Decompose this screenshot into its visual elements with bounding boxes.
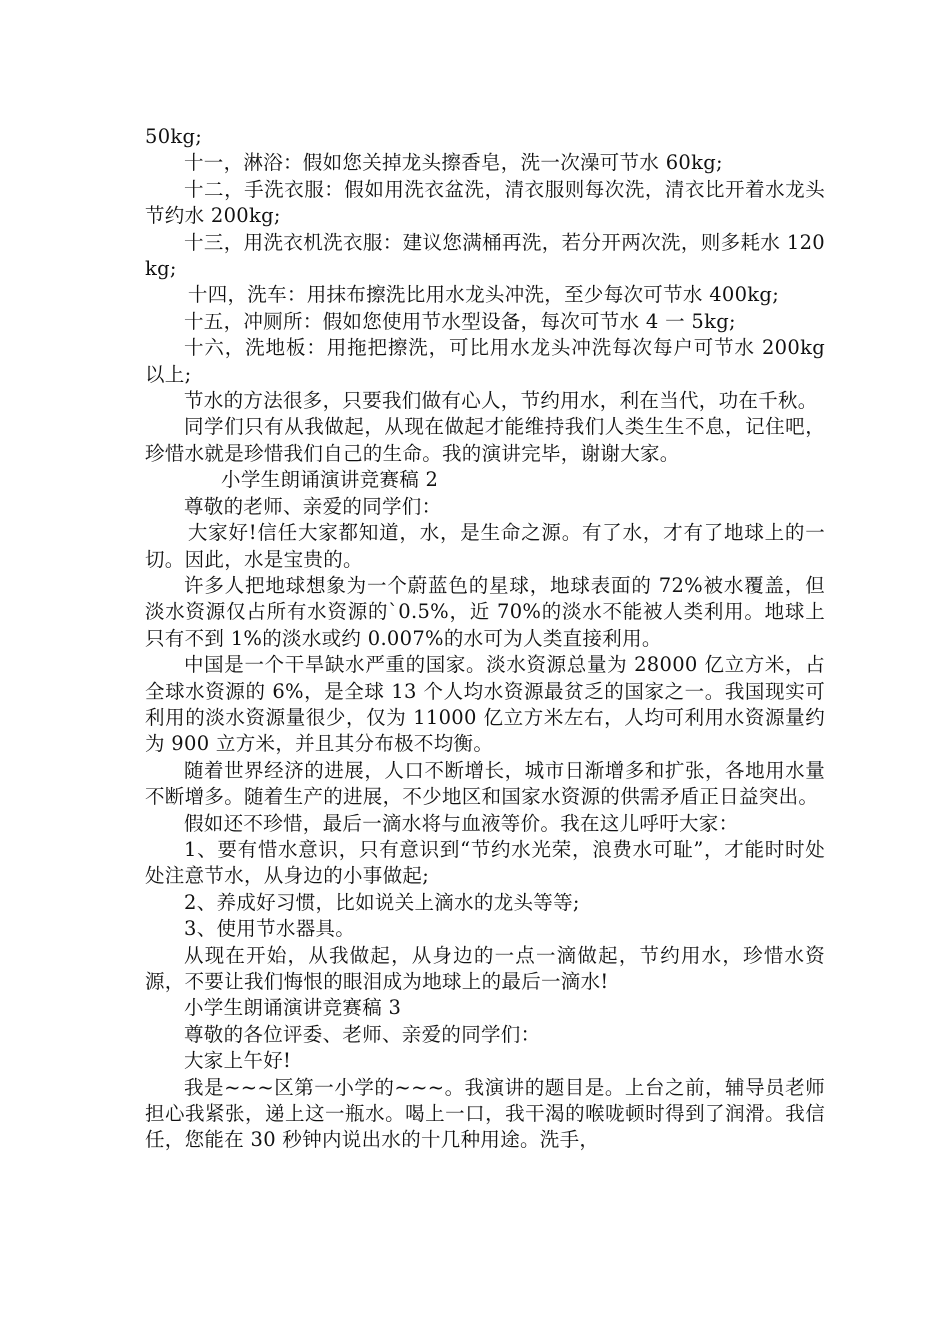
paragraph: 十三，用洗衣机洗衣服：建议您满桶再洗，若分开两次洗，则多耗水 120kg; bbox=[145, 230, 825, 281]
paragraph: 同学们只有从我做起，从现在做起才能维持我们人类生生不息，记住吧，珍惜水就是珍惜我们自己的生命。我的演讲完毕，谢谢大家。 bbox=[145, 415, 825, 465]
paragraph: 假如还不珍惜，最后一滴水将与血液等价。我在这儿呼吁大家： bbox=[184, 811, 739, 835]
list-item: 3、使用节水器具。 bbox=[184, 917, 356, 941]
paragraph: 中国是一个干旱缺水严重的国家。淡水资源总量为 28000 亿立方米，占全球水资源的 6%，是全球 13 个人均水资源最贫乏的国家之一。我国现实可利用的淡水资源量很少，仅为 11000 亿立方米左右，人均可利用水资源量约为 900 立方米，并且其分布极不均衡。 bbox=[145, 653, 825, 756]
salutation: 尊敬的各位评委、老师、亲爱的同学们： bbox=[184, 1022, 541, 1046]
document-body bbox=[145, 124, 825, 1154]
paragraph: 十四，洗车：用抹布擦洗比用水龙头冲洗，至少每次可节水 400kg; bbox=[187, 283, 780, 307]
paragraph: 十二，手洗衣服：假如用洗衣盆洗，清衣服则每次洗，清衣比开着水龙头节约水 200kg; bbox=[145, 177, 825, 228]
paragraph: 大家好!信任大家都知道，水，是生命之源。有了水，才有了地球上的一切。因此，水是宝贵的。 bbox=[145, 521, 825, 571]
list-item: 2、养成好习惯，比如说关上滴水的龙头等等; bbox=[184, 890, 580, 914]
paragraph: 十六，洗地板：用拖把擦洗，可比用水龙头冲洗每次每户可节水 200kg 以上; bbox=[145, 336, 825, 386]
paragraph: 随着世界经济的进展，人口不断增长，城市日渐增多和扩张，各地用水量不断增多。随着生产的进展，不少地区和国家水资源的供需矛盾正日益突出。 bbox=[145, 758, 825, 809]
list-item: 1、要有惜水意识，只有意识到“节约水光荣，浪费水可耻”，才能时时处处注意节水，从身边的小事做起; bbox=[145, 837, 825, 888]
paragraph: 许多人把地球想象为一个蔚蓝色的星球，地球表面的 72%被水覆盖，但淡水资源仅占所有水资源的`0.5%，近 70%的淡水不能被人类利用。地球上只有不到 1%的淡水或约 0.007%的水可为人类直接利用。 bbox=[145, 573, 825, 650]
section-heading: 小学生朗诵演讲竞赛稿 3 bbox=[184, 996, 402, 1020]
section-heading: 小学生朗诵演讲竞赛稿 2 bbox=[221, 468, 439, 492]
paragraph: 从现在开始，从我做起，从身边的一点一滴做起，节约用水，珍惜水资源，不要让我们悔恨的眼泪成为地球上的最后一滴水! bbox=[145, 943, 825, 993]
paragraph: 50kg; bbox=[145, 125, 203, 148]
paragraph: 大家上午好! bbox=[184, 1049, 292, 1073]
salutation: 尊敬的老师、亲爱的同学们： bbox=[184, 494, 442, 518]
paragraph: 十一，淋浴：假如您关掉龙头擦香皂，洗一次澡可节水 60kg; bbox=[184, 151, 723, 175]
paragraph: 十五，冲厕所：假如您使用节水型设备，每次可节水 4 一 5kg; bbox=[184, 309, 736, 333]
paragraph: 节水的方法很多，只要我们做有心人，节约用水，利在当代，功在千秋。 bbox=[184, 389, 818, 413]
paragraph: 我是~~~区第一小学的~~~。我演讲的题目是。上台之前，辅导员老师担心我紧张，递上这一瓶水。喝上一口，我干渴的喉咙顿时得到了润滑。我信任，您能在 30 秒钟内说出水的十几种用途。洗手， bbox=[145, 1075, 825, 1152]
